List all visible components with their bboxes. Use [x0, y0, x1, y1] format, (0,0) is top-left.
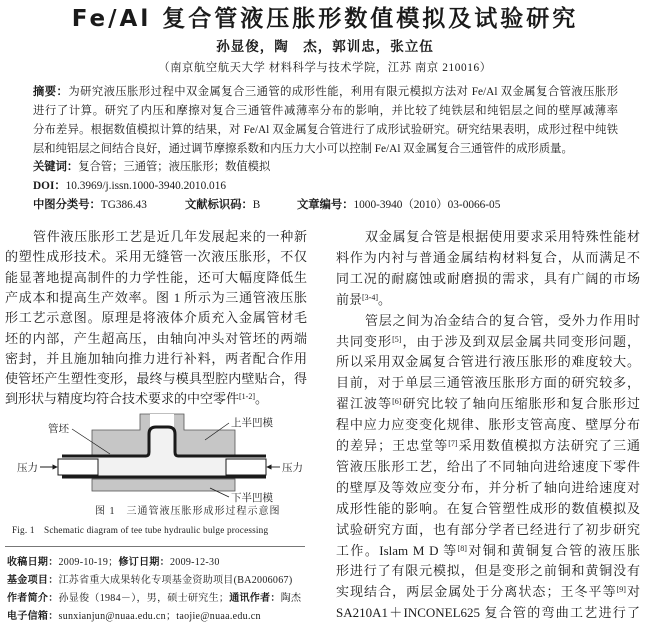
text-run: 2009-12-30	[169, 557, 220, 568]
body-line	[365, 310, 640, 331]
body-line	[336, 351, 640, 372]
text-run: 成形性能的影响。在复合管塑性成形的数值模拟及	[336, 500, 640, 516]
text-run: 管液压胀形工艺，给出了不同轴向进给速度下零件	[336, 458, 640, 474]
text-run: 孙显俊（1984－），男，硕士研究生；	[58, 593, 230, 604]
citation-ref: [8]	[457, 543, 467, 553]
author-affiliation: （南京航空航天大学 材料科学与技术学院，江苏 南京 210016）	[158, 62, 492, 74]
text-run: sunxianjun@nuaa.edu.cn；taojie@nuaa.edu.cn	[58, 611, 261, 622]
text-run: 分布差异。根据数值模拟计算的结果，对 Fe/Al 双金属复合管进行了成形试验研究。研究结果表明，成形过程中纯铁	[33, 124, 618, 136]
doi-label: DOI：	[33, 180, 66, 192]
text-run: 密封，并且施加轴向推力进行补料，两者配合作用	[5, 350, 307, 366]
body-line	[365, 226, 640, 247]
tee-tube-bulging-diagram	[0, 408, 310, 506]
footnotes	[7, 554, 307, 626]
text-run: 能显著地提高制件的力学性能，还可大幅度降低生	[5, 269, 307, 285]
tube-blank-label: 管坯	[48, 424, 69, 435]
text-run: 程中应力应变变化规律、胀形支管高度、壁厚分布	[336, 417, 640, 433]
doi	[33, 177, 618, 196]
body-line	[336, 540, 640, 561]
text-run: 的塑性成形技术。采用无缝管一次液压胀形，不仅	[5, 249, 307, 265]
article-number	[297, 196, 500, 215]
text-run: 管件液压胀形工艺是近几年发展起来的一种新	[33, 229, 307, 244]
text-run: 管层之间为冶金结合的复合管，受外力作用时	[365, 312, 640, 328]
field-label: 作者简介：	[7, 593, 59, 604]
text-run: 采用数值模拟方法研究了三通	[457, 438, 640, 453]
body-line	[336, 602, 640, 623]
text-run: 同工况的耐腐蚀或耐磨损的需求，具有广阔的市场	[336, 270, 640, 286]
abstract	[33, 83, 618, 159]
abstract-line	[33, 121, 618, 140]
field-label: 收稿日期：	[7, 557, 59, 568]
document-code-value: B	[252, 199, 261, 211]
left-column	[5, 226, 307, 410]
body-line	[5, 388, 307, 409]
keywords-label: 关键词：	[33, 161, 79, 173]
paper-title: Fe/Al 复合管液压胀形数值模拟及试验研究	[71, 6, 579, 32]
citation-ref: [7]	[448, 439, 458, 448]
body-line	[336, 581, 640, 602]
text-run: 形进行了有限元模拟，但是变形之前铜和黄铜没有	[336, 563, 640, 579]
body-line	[336, 247, 640, 268]
body-line	[336, 268, 640, 289]
keywords-text: 复合管；三通管；液压胀形；数值模拟	[78, 161, 271, 173]
text-run: 研究比较了轴向压缩胀形和复合胀形过	[401, 396, 640, 412]
body-line	[336, 435, 640, 456]
abstract-line	[33, 83, 618, 102]
upper-die-label: 上半凹模	[231, 418, 273, 429]
text-run: ，由于涉及到双层金属共同变形问题，	[401, 333, 640, 349]
text-run: 层和纯铝层之间结合良好，通过调节摩擦系数和内压力大小可以控制 Fe/Al 双金属复合三通管件的成形质量。	[33, 143, 573, 155]
field-label: 通讯作者：	[229, 593, 281, 604]
author-list: 孙显俊，陶 杰，郭训忠，张立伍	[216, 39, 434, 54]
citation-ref: [5]	[392, 334, 402, 344]
text-run: 。	[255, 391, 269, 407]
abstract-line	[33, 102, 618, 121]
body-line	[336, 393, 640, 414]
text-run: 进行了计算。研究了内压和摩擦对复合三通管件减薄率分布的影响，并比较了纯铁层和纯铝层之间的壁厚减薄率	[33, 105, 618, 117]
text-run: 料作为内衬与普通金属结构材料复合，从而满足不	[336, 249, 640, 265]
text-run: 。	[378, 291, 392, 307]
body-line	[5, 348, 307, 369]
text-run: 目前，对于单层三通管液压胀形方面的研究较多，	[336, 375, 640, 391]
article-number-value: 1000-3940（2010）03-0066-05	[353, 199, 501, 211]
keywords	[33, 158, 618, 177]
clc-value: TG386.43	[100, 199, 147, 211]
figure-caption-cn: 图 1 三通管液压胀形成形过程示意图	[95, 506, 281, 517]
body-line	[5, 246, 307, 267]
text-run: 工作。Islam M D 等	[336, 542, 458, 558]
text-run: 对铜和黄铜复合管的液压胀	[466, 542, 640, 558]
text-run: 使管坯产生塑性变形，最终与模具型腔内壁贴合，得	[5, 371, 307, 387]
body-line	[336, 498, 640, 519]
field-label: 基金项目：	[7, 575, 59, 586]
text-run: 为研究液压胀形过程中双金属复合三通管的成形性能，利用有限元模拟方法对 Fe/Al 双金属复合管液压胀形	[68, 86, 618, 98]
classification-row	[33, 196, 618, 215]
doi-value: 10.3969/j.issn.1000-3940.2010.016	[65, 180, 226, 192]
body-line	[336, 519, 640, 540]
text-run: 到形状与精度均符合技术要求的中空零件	[5, 391, 240, 407]
article-number-label: 文章编号：	[297, 199, 354, 211]
text-run: 形工艺示意图。原理是将液体介质充入金属管材毛	[5, 310, 307, 326]
text-run: 陶杰	[280, 593, 302, 604]
body-line	[5, 267, 307, 288]
clc-label: 中图分类号：	[33, 199, 101, 211]
field-label: 修订日期：	[118, 557, 170, 568]
left-punch	[58, 459, 98, 475]
text-run: 试验研究方面，也有部分学者已经进行了初步研究	[336, 521, 640, 537]
text-run: 坯的内部，产生超高压，由轴向冲头对管坯的两端	[5, 330, 307, 346]
figure-caption-en: Fig. 1 Schematic diagram of tee tube hydraulic bulge processing	[12, 525, 269, 535]
field-label: 电子信箱：	[7, 611, 59, 622]
text-run: 所以采用双金属复合管进行液压胀形的难度较大。	[336, 354, 640, 370]
citation-ref: [6]	[392, 397, 402, 407]
citation-ref: [3-4]	[362, 292, 379, 302]
text-run: 的壁厚及等效应变分布，并分析了轴向进给速度对	[336, 479, 640, 495]
body-line	[33, 226, 307, 247]
body-line	[336, 289, 640, 310]
abstract-line	[33, 140, 618, 159]
text-run: 翟江波等	[336, 396, 393, 412]
text-run: 2009-10-19；	[58, 557, 119, 568]
text-run: 的差异；王忠堂等	[336, 438, 449, 453]
body-line	[5, 328, 307, 349]
footnote-line	[7, 608, 307, 626]
field-label: 摘要：	[33, 86, 69, 98]
body-line	[5, 368, 307, 389]
document-code-label: 文献标识码：	[185, 199, 253, 211]
text-run: 产成本和提高生产效率。图 1 所示为三通管液压胀	[5, 289, 307, 305]
body-line	[336, 456, 640, 477]
text-run: 前景	[336, 291, 363, 307]
body-line	[336, 414, 640, 435]
body-line	[5, 307, 307, 328]
body-line	[336, 372, 640, 393]
lower-die	[92, 479, 235, 491]
pressure-right-label: 压力	[282, 463, 303, 474]
text-run: 共同变形	[336, 333, 393, 349]
citation-ref: [9]	[616, 585, 626, 595]
footnote-line	[7, 590, 307, 608]
body-line	[5, 287, 307, 308]
right-punch	[226, 459, 266, 475]
body-line	[336, 560, 640, 581]
text-run: 实现结合，两层金属处于分离状态；王冬平等	[336, 584, 617, 600]
right-column	[336, 226, 640, 626]
pressure-left-label: 压力	[17, 463, 38, 474]
citation-ref: [1-2]	[239, 392, 256, 402]
footnote-divider	[5, 546, 305, 547]
text-run: 江苏省重大成果转化专项基金资助项目(BA2006067)	[58, 575, 293, 586]
clc-number	[33, 196, 147, 215]
body-line	[336, 331, 640, 352]
text-run: 对	[625, 584, 640, 600]
lower-die-label: 下半凹模	[231, 493, 273, 504]
text-run: SA210A1＋INCONEL625 复合管的弯曲工艺进行了	[336, 605, 640, 621]
footnote-line	[7, 554, 307, 572]
document-code	[185, 196, 260, 215]
text-run: 双金属复合管是根据使用要求采用特殊性能材	[365, 229, 640, 244]
body-line	[336, 477, 640, 498]
footnote-line	[7, 572, 307, 590]
